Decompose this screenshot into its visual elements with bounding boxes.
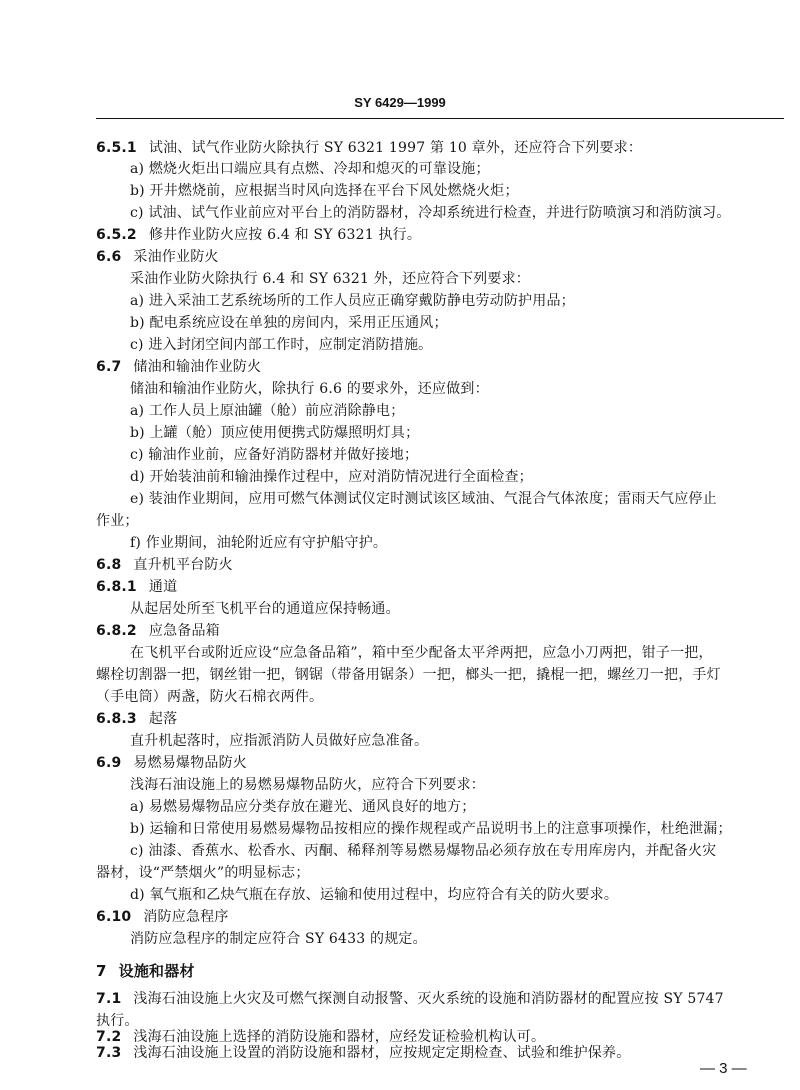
list-item: e) 装油作业期间，应用可燃气体测试仪定时测试该区域油、气混合气体浓度；雷雨天气应停止 bbox=[130, 491, 717, 507]
list-item: c) 进入封闭空间内部工作时，应制定消防措施。 bbox=[130, 337, 433, 353]
list-item: b) 开井燃烧前，应根据当时风向选择在平台下风处燃烧火炬； bbox=[130, 183, 519, 199]
list-item: b) 配电系统应设在单独的房间内，采用正压通风； bbox=[130, 315, 448, 331]
list-item: b) 运输和日常使用易燃易爆物品按相应的操作规程或产品说明书上的注意事项操作，杜绝泄漏； bbox=[130, 821, 732, 837]
list-item: d) 氧气瓶和乙炔气瓶在存放、运输和使用过程中，均应符合有关的防火要求。 bbox=[130, 887, 619, 903]
clause-6-5-2: 6.5.2 修井作业防火应按 6.4 和 SY 6321 执行。 bbox=[96, 227, 422, 243]
list-item: c) 输油作业前，应备好消防器材并做好接地； bbox=[130, 447, 419, 463]
list-item: a) 燃烧火炬出口端应具有点燃、冷却和熄灭的可靠设施； bbox=[130, 161, 490, 177]
clause-7-1: 7.1 浅海石油设施上火灾及可燃气探测自动报警、灭火系统的设施和消防器材的配置应按 SY 5747 bbox=[96, 991, 724, 1007]
paragraph: 采油作业防火除执行 6.4 和 SY 6321 外，还应符合下列要求： bbox=[130, 271, 530, 287]
clause-6-8-1: 6.8.1 通道 bbox=[96, 579, 178, 595]
list-item-continuation: 作业； bbox=[96, 513, 139, 529]
list-item: d) 开始装油前和输油操作过程中，应对消防情况进行全面检查； bbox=[130, 469, 533, 485]
header-rule bbox=[96, 118, 784, 119]
list-item: a) 工作人员上原油罐（舱）前应消除静电； bbox=[130, 403, 405, 419]
paragraph-continuation: 执行。 bbox=[96, 1013, 139, 1029]
list-item: a) 进入采油工艺系统场所的工作人员应正确穿戴防静电劳动防护用品； bbox=[130, 293, 575, 309]
clause-6-8-2: 6.8.2 应急备品箱 bbox=[96, 623, 220, 639]
clause-7-2: 7.2 浅海石油设施上选择的消防设施和器材，应经发证检验机构认可。 bbox=[96, 1029, 546, 1045]
list-item: f) 作业期间，油轮附近应有守护船守护。 bbox=[130, 535, 388, 551]
clause-6-5-1: 6.5.1 试油、试气作业防火除执行 SY 6321 1997 第 10 章外，还应符合下列要求： bbox=[96, 140, 643, 156]
list-item: b) 上罐（舱）顶应使用便携式防爆照明灯具； bbox=[130, 425, 420, 441]
paragraph-continuation: （手电筒）两盏，防火石棉衣两件。 bbox=[96, 689, 324, 705]
chapter-7-heading: 7 设施和器材 bbox=[96, 962, 195, 980]
section-6-10: 6.10 消防应急程序 bbox=[96, 909, 229, 925]
paragraph: 浅海石油设施上的易燃易爆物品防火，应符合下列要求： bbox=[130, 777, 485, 793]
paragraph: 储油和输油作业防火，除执行 6.6 的要求外，还应做到： bbox=[130, 381, 489, 397]
paragraph: 直升机起落时，应指派消防人员做好应急准备。 bbox=[130, 733, 429, 749]
section-6-6: 6.6 采油作业防火 bbox=[96, 249, 219, 265]
list-item: a) 易燃易爆物品应分类存放在避光、通风良好的地方； bbox=[130, 799, 476, 815]
list-item: c) 油漆、香蕉水、松香水、丙酮、稀释剂等易燃易爆物品必须存放在专用库房内，并配备火灾 bbox=[130, 843, 717, 859]
list-item: c) 试油、试气作业前应对平台上的消防器材，冷却系统进行检查，并进行防喷演习和消防演习。 bbox=[130, 205, 731, 221]
clause-6-8-3: 6.8.3 起落 bbox=[96, 711, 178, 727]
section-6-7: 6.7 储油和输油作业防火 bbox=[96, 359, 262, 375]
clause-7-3: 7.3 浅海石油设施上设置的消防设施和器材，应按规定定期检查、试验和维护保养。 bbox=[96, 1045, 631, 1061]
section-6-8: 6.8 直升机平台防火 bbox=[96, 557, 233, 573]
page-number: — 3 — bbox=[700, 1060, 747, 1077]
document-header: SY 6429—1999 bbox=[354, 95, 446, 110]
paragraph: 在飞机平台或附近应设“应急备品箱”，箱中至少配备太平斧两把，应急小刀两把，钳子一把， bbox=[130, 645, 713, 661]
section-6-9: 6.9 易燃易爆物品防火 bbox=[96, 755, 248, 771]
paragraph: 从起居处所至飞机平台的通道应保持畅通。 bbox=[130, 601, 400, 617]
list-item-continuation: 器材，设“严禁烟火”的明显标志； bbox=[96, 865, 310, 881]
paragraph-continuation: 螺栓切割器一把，钢丝钳一把，钢锯（带备用锯条）一把，榔头一把，撬棍一把，螺丝刀一把，手灯 bbox=[96, 667, 721, 683]
paragraph: 消防应急程序的制定应符合 SY 6433 的规定。 bbox=[130, 931, 427, 947]
